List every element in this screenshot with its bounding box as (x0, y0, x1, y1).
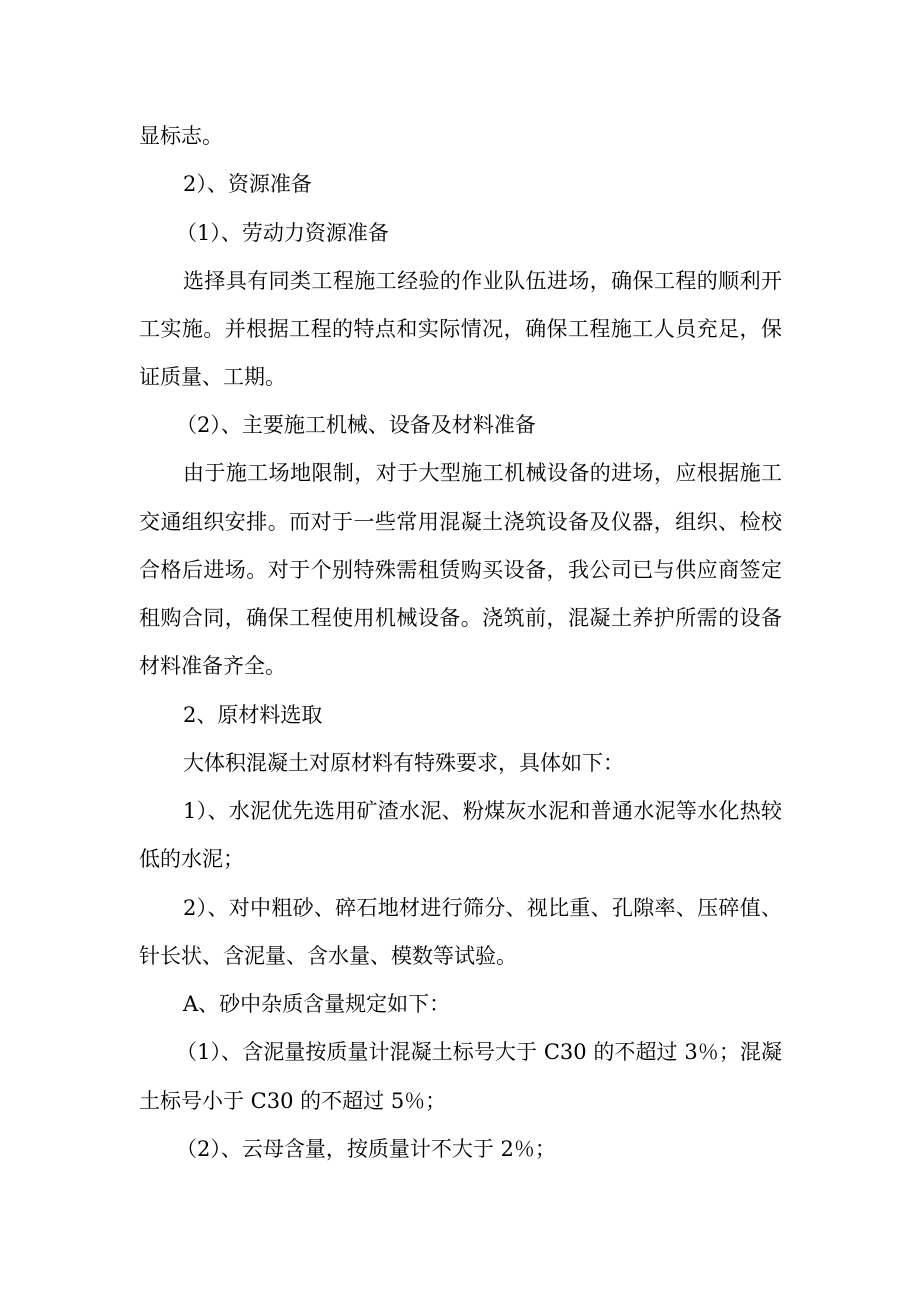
text-line-11: 租购合同，确保工程使用机械设备。浇筑前，混凝土养护所需的设备 (139, 606, 782, 630)
text-line-12: 材料准备齐全。 (139, 654, 286, 678)
text-line-8: 由于施工场地限制，对于大型施工机械设备的进场，应根据施工 (183, 461, 782, 485)
text-line-18: 针长状、含泥量、含水量、模数等试验。 (139, 944, 517, 968)
text-line-10: 合格后进场。对于个别特殊需租赁购买设备，我公司已与供应商签定 (139, 558, 782, 582)
text-line-9: 交通组织安排。而对于一些常用混凝土浇筑设备及仪器，组织、检校 (139, 510, 782, 534)
text-line-14: 大体积混凝土对原材料有特殊要求，具体如下： (183, 751, 624, 775)
section-heading-materials: 2、原材料选取 (183, 703, 323, 727)
list-item-cement: 1）、水泥优先选用矿渣水泥、粉煤灰水泥和普通水泥等水化热较 (183, 799, 782, 823)
subsection-heading-machinery: （2）、主要施工机械、设备及材料准备 (176, 413, 536, 437)
subsection-heading-labor: （1）、劳动力资源准备 (176, 221, 389, 245)
text-line-21: 土标号小于 C30 的不超过 5％； (139, 1089, 447, 1113)
text-line-4: 选择具有同类工程施工经验的作业队伍进场，确保工程的顺利开 (183, 269, 782, 293)
text-line-1: 显标志。 (139, 124, 223, 148)
text-line-6: 证质量、工期。 (139, 365, 286, 389)
list-item-mica-content: （2）、云母含量，按质量计不大于 2％； (176, 1137, 556, 1161)
list-item-mud-content: （1）、含泥量按质量计混凝土标号大于 C30 的不超过 3％；混凝 (176, 1040, 782, 1064)
subsection-heading-sand: A、砂中杂质含量规定如下： (183, 992, 451, 1016)
text-line-16: 低的水泥； (139, 847, 244, 871)
section-heading-resource-prep: 2）、资源准备 (183, 172, 312, 196)
list-item-aggregate: 2）、对中粗砂、碎石地材进行筛分、视比重、孔隙率、压碎值、 (183, 896, 782, 920)
text-line-5: 工实施。并根据工程的特点和实际情况，确保工程施工人员充足，保 (139, 317, 782, 341)
